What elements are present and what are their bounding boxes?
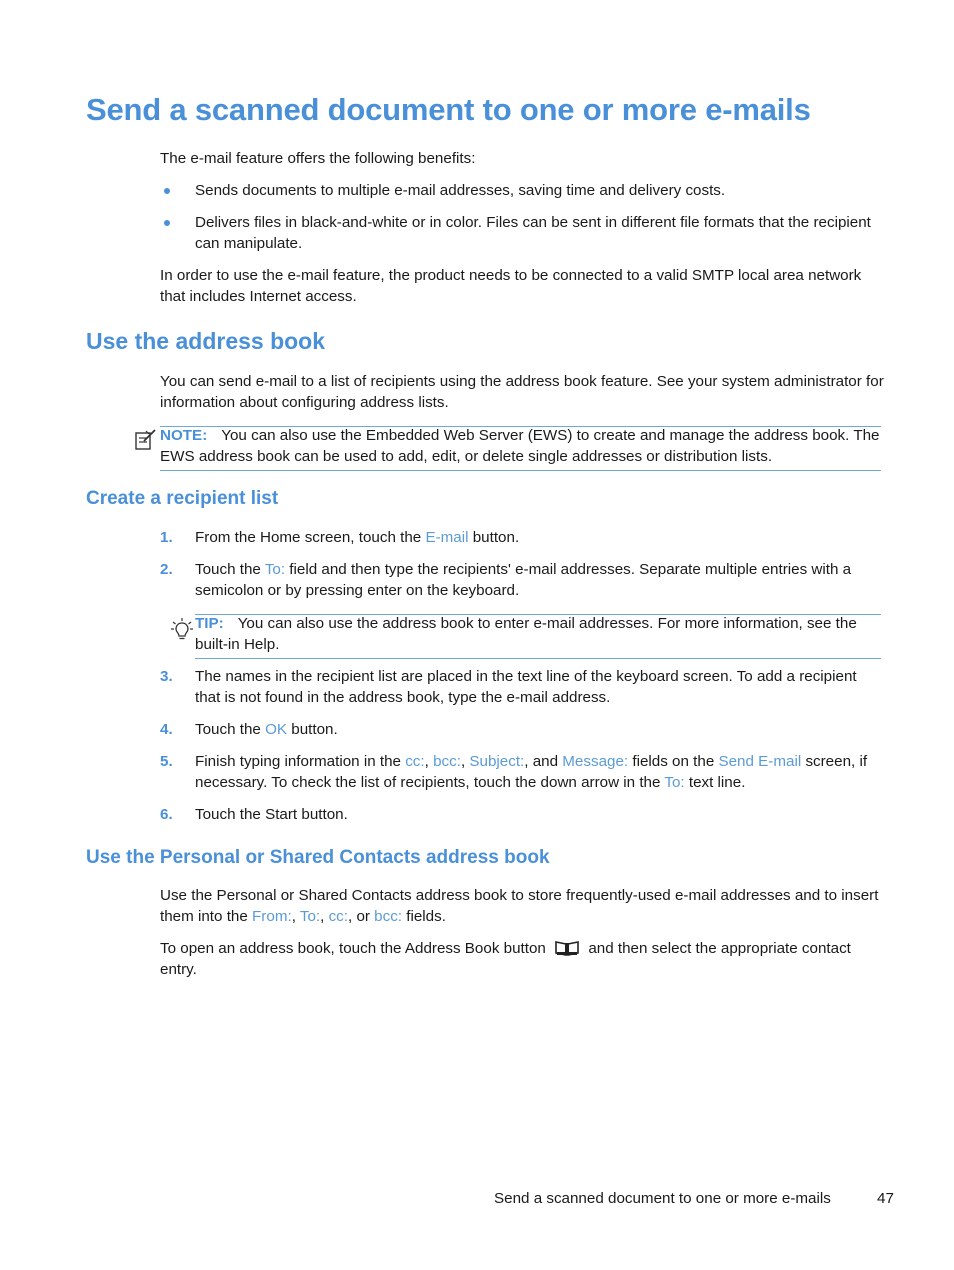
bullet-text: Sends documents to multiple e-mail addresses, saving time and delivery costs. xyxy=(195,182,726,199)
open-address-book-text xyxy=(160,938,884,980)
address-book-body: You can send e-mail to a list of recipients using the address book feature. See your system administrator for information about configuring address lists. xyxy=(160,373,884,411)
step-number: 2. xyxy=(160,561,173,578)
ui-term-message: Message: xyxy=(562,753,629,770)
step-text: screen, if necessary. To check the list of recipients, touch the down arrow in the xyxy=(195,753,868,791)
body-text: , or xyxy=(348,908,375,925)
ui-term-send-email: Send E-mail xyxy=(718,753,802,770)
section-heading-address-book: Use the address book xyxy=(86,328,326,354)
ui-term-bcc: bcc: xyxy=(433,753,461,770)
step-text: button. xyxy=(287,721,338,738)
step-text: fields on the xyxy=(628,753,719,770)
step-number: 4. xyxy=(160,721,173,738)
body-text: , xyxy=(291,908,300,925)
body-text: To open an address book, touch the Address Book button xyxy=(160,940,551,957)
ui-term-to: To: xyxy=(299,908,321,925)
note-label: NOTE: xyxy=(160,427,208,444)
step-text: , xyxy=(424,753,434,770)
body-text: and then select the appropriate contact entry. xyxy=(160,940,851,978)
body-text: , xyxy=(320,908,329,925)
step-text: Touch the xyxy=(195,561,265,578)
step-text: Finish typing information in the xyxy=(195,753,406,770)
page-number: 47 xyxy=(877,1190,894,1207)
tip-label: TIP: xyxy=(195,615,224,632)
page-title: Send a scanned document to one or more e-mails xyxy=(86,92,811,127)
step-text: Touch the Start button. xyxy=(195,806,348,823)
step-text: The names in the recipient list are placed in the text line of the keyboard screen. To add a recipient that is not found in the address book, type the e-mail address. xyxy=(195,668,857,706)
contacts-body xyxy=(160,885,884,927)
intro-text: The e-mail feature offers the following benefits: xyxy=(160,150,476,167)
footer-section-title: Send a scanned document to one or more e-mails xyxy=(494,1190,831,1207)
address-book-icon xyxy=(554,940,580,956)
ui-term-bcc: bcc: xyxy=(374,908,403,925)
step-text: , xyxy=(460,753,470,770)
tip-text: You can also use the address book to enter e-mail addresses. For more information, see the built-in Help. xyxy=(195,615,857,653)
ui-term-cc: cc: xyxy=(328,908,348,925)
step-number: 3. xyxy=(160,668,173,685)
note-icon xyxy=(134,427,158,451)
step-text: Touch the xyxy=(195,721,266,738)
step-text: button. xyxy=(468,529,520,546)
bullet-text: Delivers files in black-and-white or in color. Files can be sent in different file formats that the recipient can manipulate. xyxy=(195,214,871,252)
step-number: 1. xyxy=(160,529,173,546)
step-text: , and xyxy=(524,753,563,770)
tip-lightbulb-icon xyxy=(170,617,194,643)
ui-term-ok: OK xyxy=(265,721,288,738)
note-callout xyxy=(160,426,881,471)
ui-term-cc: cc: xyxy=(405,753,425,770)
ui-term-email: E-mail xyxy=(425,529,469,546)
bullet-icon xyxy=(164,220,170,226)
note-text: You can also use the Embedded Web Server (EWS) to create and manage the address book. The EWS address book can be used to add, edit, or delete single addresses or distribution lists. xyxy=(160,427,880,465)
ui-term-to: To: xyxy=(664,774,685,791)
body-text: Use the Personal or Shared Contacts address book to store frequently-used e-mail addresses and to insert them into the xyxy=(160,887,879,925)
step-number: 6. xyxy=(160,806,173,823)
step-text: field and then type the recipients' e-mail addresses. Separate multiple entries with a semicolon or by pressing enter on the keyboard. xyxy=(195,561,852,599)
smtp-requirement-text: In order to use the e-mail feature, the product needs to be connected to a valid SMTP local area network that includes Internet access. xyxy=(160,267,862,305)
step-number: 5. xyxy=(160,753,173,770)
section-heading-recipient-list: Create a recipient list xyxy=(86,488,279,509)
body-text: fields. xyxy=(402,908,446,925)
section-heading-contacts: Use the Personal or Shared Contacts address book xyxy=(86,847,550,868)
ui-term-to: To: xyxy=(264,561,286,578)
ui-term-from: From: xyxy=(252,908,292,925)
bullet-icon xyxy=(164,188,170,194)
step-text: From the Home screen, touch the xyxy=(195,529,426,546)
ui-term-subject: Subject: xyxy=(469,753,525,770)
step-text: text line. xyxy=(684,774,746,791)
tip-callout xyxy=(195,614,881,659)
